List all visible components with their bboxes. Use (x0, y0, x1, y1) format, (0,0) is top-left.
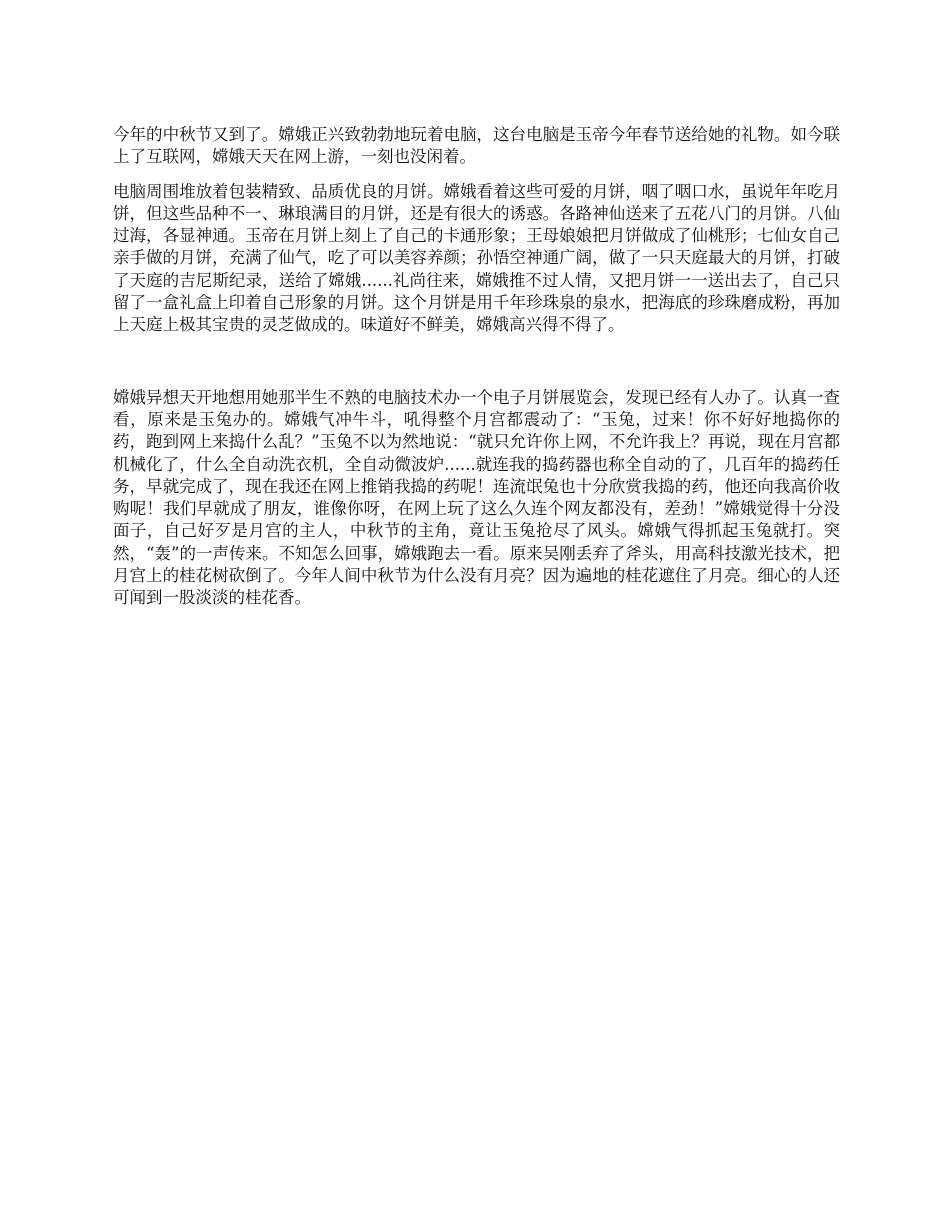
paragraph-1: 今年的中秋节又到了。嫦娥正兴致勃勃地玩着电脑，这台电脑是玉帝今年春节送给她的礼物。如今联上了互联网，嫦娥天天在网上游，一刻也没闲着。 (113, 125, 840, 167)
document-body (113, 124, 840, 610)
paragraph-3: 嫦娥异想天开地想用她那半生不熟的电脑技术办一个电子月饼展览会，发现已经有人办了。认真一查看，原来是玉兔办的。嫦娥气冲牛斗，吼得整个月宫都震动了：“玉兔，过来！你不好好地捣你的药，跑到网上来捣什么乱？”玉兔不以为然地说：“就只允许你上网，不允许我上？再说，现在月宫都机械化了，什么全自动洗衣机，全自动微波炉......就连我的捣药器也称全自动的了，几百年的捣药任务，早就完成了，现在我还在网上推销我捣的药呢！连流氓兔也十分欣赏我捣的药，他还向我高价收购呢！我们早就成了朋友，谁像你呀，在网上玩了这么久连个网友都没有，差劲！”嫦娥觉得十分没面子，自己好歹是月宫的主人，中秋节的主角，竟让玉兔抢尽了风头。嫦娥气得抓起玉兔就打。突然，“轰”的一声传来。不知怎么回事，嫦娥跑去一看。原来吴刚丢弃了斧头，用高科技激光技术，把月宫上的桂花树砍倒了。今年人间中秋节为什么没有月亮？因为遍地的桂花遮住了月亮。细心的人还可闻到一股淡淡的桂花香。 (113, 387, 840, 608)
paragraph-2: 电脑周围堆放着包装精致、品质优良的月饼。嫦娥看着这些可爱的月饼，咽了咽口水，虽说年年吃月饼，但这些品种不一、琳琅满目的月饼，还是有很大的诱惑。各路神仙送来了五花八门的月饼。八仙过海，各显神通。玉帝在月饼上刻上了自己的卡通形象；王母娘娘把月饼做成了仙桃形；七仙女自己亲手做的月饼，充满了仙气，吃了可以美容养颜；孙悟空神通广阔，做了一只天庭最大的月饼，打破了天庭的吉尼斯纪录，送给了嫦娥......礼尚往来，嫦娥推不过人情，又把月饼一一送出去了，自己只留了一盒礼盒上印着自己形象的月饼。这个月饼是用千年珍珠泉的泉水，把海底的珍珠磨成粉，再加上天庭上极其宝贵的灵芝做成的。味道好不鲜美，嫦娥高兴得不得了。 (113, 181, 840, 335)
